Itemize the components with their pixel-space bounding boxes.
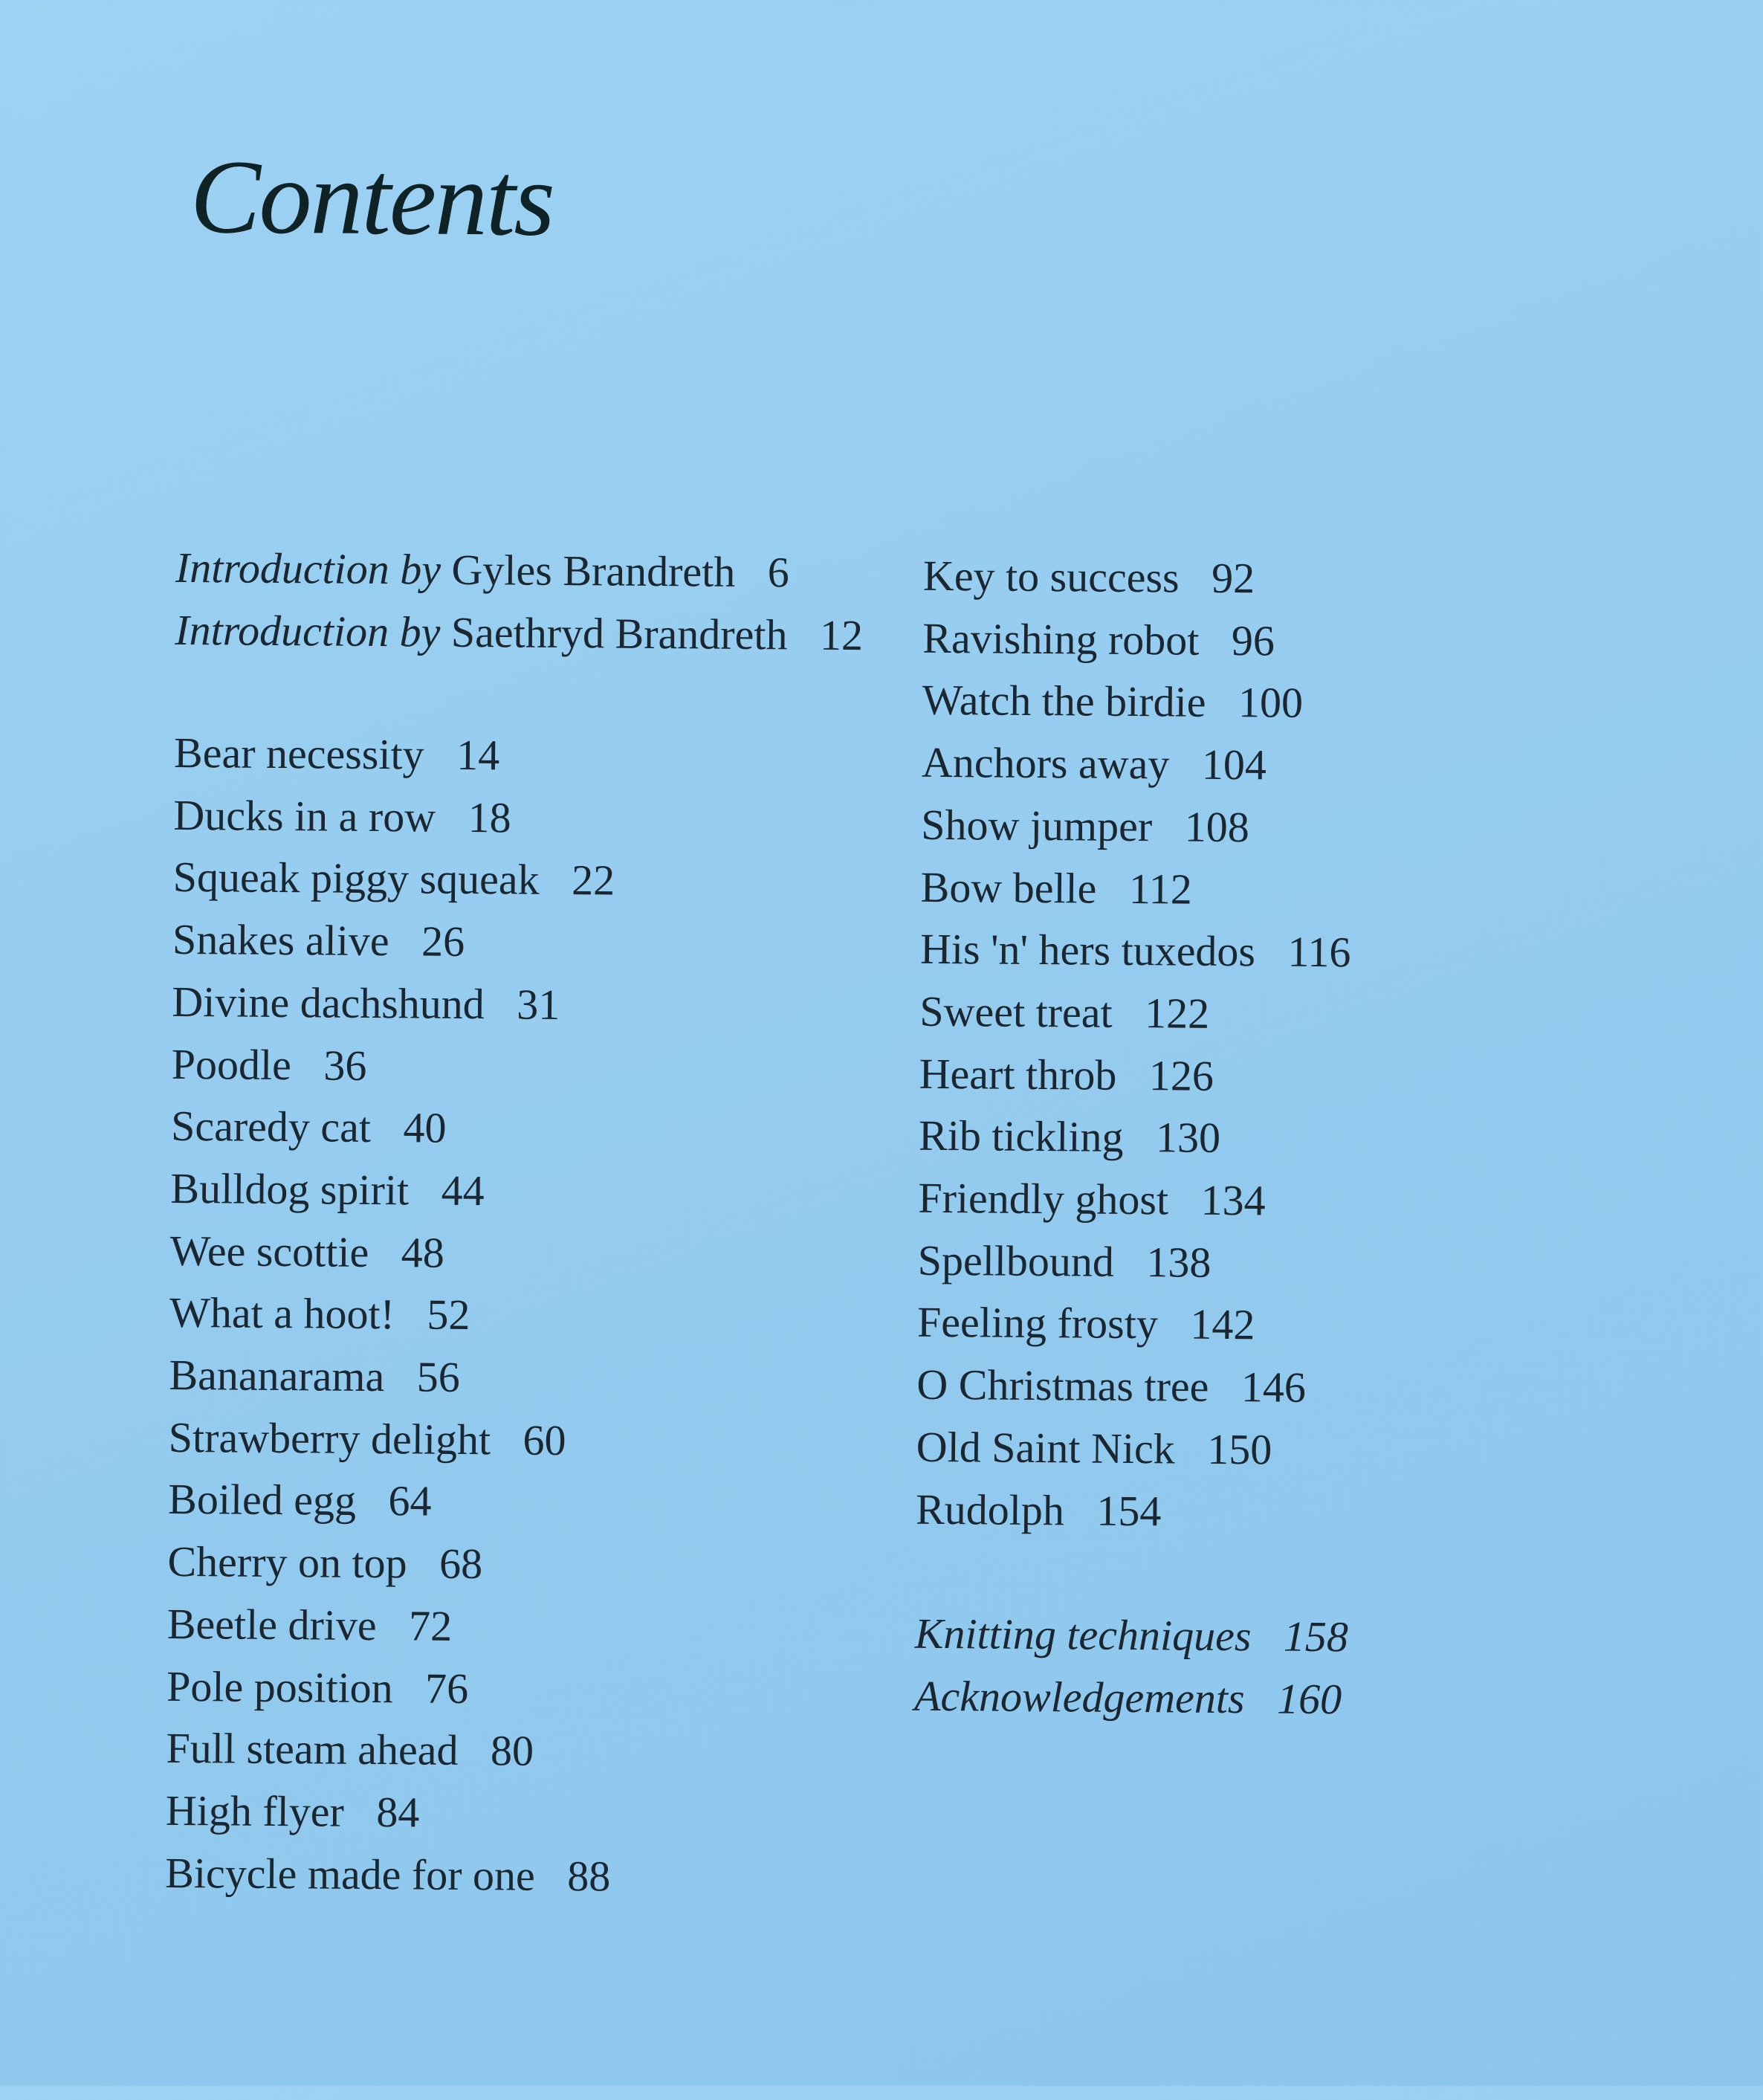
entry-title: Bear necessity bbox=[173, 728, 424, 779]
entry-title: Ducks in a row bbox=[173, 790, 436, 841]
contents-entry bbox=[916, 1354, 1348, 1419]
contents-entry bbox=[916, 1478, 1347, 1543]
page-number: 154 bbox=[1096, 1486, 1162, 1535]
contents-entry bbox=[922, 607, 1353, 672]
page-number: 6 bbox=[767, 548, 790, 597]
contents-entry bbox=[171, 1033, 617, 1098]
entry-title: What a hoot! bbox=[169, 1288, 395, 1339]
page-number: 56 bbox=[416, 1352, 461, 1401]
entry-title: Bow belle bbox=[920, 862, 1097, 913]
entry-title: Cherry on top bbox=[167, 1537, 407, 1588]
entry-title: Wee scottie bbox=[169, 1226, 369, 1276]
page-number: 130 bbox=[1155, 1113, 1221, 1163]
entry-title: Knitting techniques bbox=[914, 1609, 1252, 1661]
contents-entry bbox=[167, 1593, 613, 1658]
entry-title: Strawberry delight bbox=[168, 1412, 491, 1464]
contents-entry bbox=[919, 980, 1350, 1046]
page-number: 100 bbox=[1238, 678, 1304, 728]
contents-entry bbox=[919, 1105, 1350, 1170]
entry-title: Divine dachshund bbox=[172, 977, 485, 1028]
intro-author: Gyles Brandreth bbox=[451, 545, 736, 596]
page-number: 22 bbox=[571, 856, 615, 905]
entry-title: His 'n' hers tuxedos bbox=[919, 924, 1256, 976]
entry-title: O Christmas tree bbox=[916, 1360, 1209, 1411]
contents-entry bbox=[923, 545, 1354, 610]
contents-entry bbox=[166, 1717, 612, 1783]
contents-entry bbox=[916, 1416, 1347, 1482]
page-number: 44 bbox=[441, 1166, 485, 1215]
contents-entry bbox=[172, 971, 618, 1036]
contents-entry bbox=[170, 1157, 616, 1223]
entry-title: Ravishing robot bbox=[922, 613, 1200, 665]
page-number: 12 bbox=[819, 610, 864, 659]
entry-title: Squeak piggy squeak bbox=[172, 853, 540, 905]
contents-entry bbox=[166, 1655, 612, 1720]
entry-title: Sweet treat bbox=[919, 986, 1113, 1037]
contents-entry bbox=[172, 846, 618, 911]
page-number: 150 bbox=[1206, 1424, 1272, 1474]
page-number: 116 bbox=[1287, 927, 1351, 977]
entry-title: Scaredy cat bbox=[170, 1102, 372, 1152]
contents-entry bbox=[174, 722, 620, 787]
entry-title: Rudolph bbox=[915, 1484, 1065, 1534]
contents-entry bbox=[172, 908, 618, 974]
page-number: 68 bbox=[439, 1539, 483, 1589]
page-number: 40 bbox=[403, 1103, 447, 1152]
page-number: 134 bbox=[1200, 1175, 1266, 1225]
entry-title: Spellbound bbox=[917, 1235, 1115, 1286]
entry-title: Bicycle made for one bbox=[164, 1848, 536, 1900]
contents-entry bbox=[168, 1468, 614, 1534]
intro-entry bbox=[175, 599, 863, 667]
page-number: 88 bbox=[567, 1851, 611, 1901]
page-number: 64 bbox=[388, 1476, 432, 1526]
contents-entry bbox=[920, 856, 1351, 921]
page-number: 14 bbox=[456, 730, 500, 780]
contents-entry bbox=[914, 1603, 1348, 1668]
page-title: Contents bbox=[190, 138, 554, 258]
intro-entry bbox=[175, 537, 864, 604]
back-matter-list bbox=[914, 1603, 1348, 1731]
entry-title: Full steam ahead bbox=[166, 1724, 459, 1775]
contents-entry bbox=[167, 1531, 613, 1596]
page-number: 112 bbox=[1128, 864, 1193, 914]
contents-entry bbox=[922, 731, 1353, 797]
page-number: 160 bbox=[1276, 1674, 1342, 1723]
entry-title: Bulldog spirit bbox=[170, 1163, 410, 1215]
contents-entry bbox=[917, 1291, 1348, 1357]
entry-title: Show jumper bbox=[921, 800, 1153, 851]
page-number: 108 bbox=[1184, 802, 1250, 852]
entry-title: High flyer bbox=[165, 1786, 345, 1836]
contents-entry bbox=[921, 794, 1352, 859]
intro-prefix: Introduction by bbox=[175, 605, 441, 656]
entry-title: Snakes alive bbox=[172, 914, 389, 966]
contents-entry bbox=[168, 1406, 614, 1472]
entry-title: Old Saint Nick bbox=[916, 1422, 1175, 1473]
contents-entry bbox=[173, 784, 619, 850]
contents-entry bbox=[169, 1282, 615, 1347]
entry-title: Beetle drive bbox=[166, 1599, 377, 1650]
page-number: 31 bbox=[517, 980, 560, 1029]
introductions-list bbox=[175, 537, 864, 667]
page-number: 52 bbox=[427, 1290, 470, 1340]
contents-entry bbox=[169, 1219, 615, 1285]
contents-entry bbox=[920, 918, 1351, 983]
page-number: 84 bbox=[376, 1788, 420, 1837]
contents-entry bbox=[919, 1042, 1350, 1108]
page-number: 142 bbox=[1190, 1300, 1255, 1349]
contents-entry bbox=[917, 1229, 1348, 1294]
contents-entry bbox=[922, 669, 1353, 734]
entry-title: Feeling frosty bbox=[916, 1298, 1159, 1348]
contents-entry bbox=[914, 1664, 1348, 1730]
intro-author: Saethryd Brandreth bbox=[450, 607, 788, 659]
page-number: 92 bbox=[1211, 553, 1255, 603]
page-number: 76 bbox=[424, 1664, 469, 1713]
page-number: 80 bbox=[490, 1726, 534, 1775]
page-number: 72 bbox=[408, 1601, 453, 1650]
contents-entry bbox=[166, 1780, 612, 1845]
intro-prefix: Introduction by bbox=[175, 543, 441, 594]
page-number: 158 bbox=[1283, 1612, 1349, 1661]
page-number: 48 bbox=[401, 1227, 445, 1277]
entry-title: Watch the birdie bbox=[922, 676, 1206, 727]
entry-title: Bananarama bbox=[169, 1350, 385, 1401]
entry-title: Key to success bbox=[922, 551, 1180, 602]
left-contents-list bbox=[165, 722, 620, 1907]
entry-title: Boiled egg bbox=[167, 1475, 357, 1525]
entry-title: Anchors away bbox=[921, 737, 1170, 789]
contents-entry bbox=[165, 1841, 611, 1907]
page-number: 104 bbox=[1201, 740, 1267, 789]
page-number: 36 bbox=[323, 1040, 367, 1090]
contents-entry bbox=[918, 1167, 1349, 1232]
entry-title: Rib tickling bbox=[918, 1111, 1124, 1162]
entry-title: Friendly ghost bbox=[918, 1173, 1169, 1224]
contents-entry bbox=[171, 1095, 617, 1160]
page-number: 146 bbox=[1240, 1363, 1307, 1412]
page-number: 60 bbox=[523, 1415, 566, 1464]
entry-title: Poodle bbox=[171, 1039, 292, 1089]
entry-title: Acknowledgements bbox=[913, 1671, 1245, 1722]
right-contents-list bbox=[916, 545, 1354, 1544]
entry-title: Heart throb bbox=[919, 1049, 1117, 1099]
page-number: 26 bbox=[421, 917, 465, 966]
page-number: 138 bbox=[1146, 1237, 1212, 1287]
entry-title: Pole position bbox=[166, 1661, 393, 1712]
page-number: 126 bbox=[1148, 1050, 1214, 1100]
page-number: 96 bbox=[1231, 616, 1275, 665]
page-number: 122 bbox=[1144, 989, 1210, 1038]
page-number: 18 bbox=[468, 792, 511, 842]
contents-entry bbox=[169, 1344, 615, 1409]
